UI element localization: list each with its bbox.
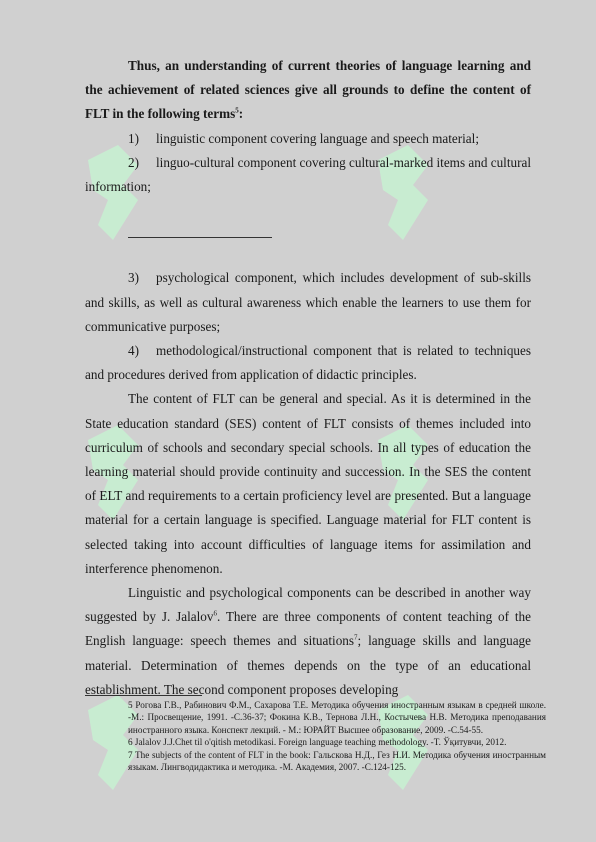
para-text: . There are three components of content teaching of the English language: speech themes and situations [85,609,531,649]
footnote: 7 The subjects of the content of FLT in the book: Гальскова Н.Д., Гез Н.И. Методика обучения иностранным языкам. Лингводидактика и методика. -М. Академия, 2007. -С.124-125. [128,749,546,773]
footnote-ref[interactable]: 5 [235,107,239,116]
list-item [85,339,531,387]
list-text: psychological component, which includes development of sub-skills and skills, as well as cultural awareness which enable the learners to use them for communicative purposes; [85,270,531,334]
footnote-ref[interactable]: 6 [213,609,217,618]
list-number: 3) [128,270,139,286]
para-text: ; language skills and language material. Determination of themes depends on the type of an educational establishment. The second component proposes developing [85,633,531,697]
heading-colon: : [238,106,244,122]
list-number: 2) [128,154,139,170]
short-rule [85,199,531,266]
body-paragraph: The content of FLT can be general and special. As it is determined in the State education standard (SES) content of FLT consists of themes included into curriculum of schools and secondary special schools. In all types of education the learning material should provide continuity and succession. In the SES the content of ELT and requirements to a certain proficiency level are presented. But a language material for a certain language is specified. Language material for FLT content is selected taking into account difficulties of language items for assimilation and interference phenomenon. [85,391,531,576]
heading-text: Thus, an understanding of current theories of language learning and the achievement of related sciences give all grounds to define the content of FLT in the following terms [85,58,531,122]
list-item [85,151,531,199]
footnote-separator [85,695,202,696]
list-text: linguistic component covering language and speech material; [156,130,479,146]
footnote: 5 Рогова Г.В., Рабинович Ф.М., Сахарова Т.Е. Методика обучения иностранным языкам в средней школе. -М.: Просвещение, 1991. -С.36-37; Фокина К.В., Тернова Л.Н., Костычева Н.В. Методика преподавания иностранного языка. Конспект лекций. - М.: ЮРАЙТ Высшее образование, 2009. -С.54-55. [128,700,546,735]
main-text [85,54,531,702]
list-item [85,266,531,339]
footnotes [128,699,546,773]
list-item [85,127,531,151]
footnote: 6 Jalalov J.J.Chet til o'qitish metodikasi. Foreign language teaching methodology. -T. Ўқитувчи, 2012. [128,737,507,748]
list-text: linguo-cultural component covering cultural-marked items and cultural information; [85,154,531,195]
list-number: 1) [128,130,139,146]
para-text: Linguistic and psychological components can be described in another way suggested by J. Jalalov [85,585,531,625]
footnote-ref[interactable]: 7 [354,634,358,643]
heading-paragraph [85,54,531,127]
list-number: 4) [128,343,139,359]
list-text: methodological/instructional component that is related to techniques and procedures derived from application of didactic principles. [85,343,531,383]
body-paragraph [85,581,531,702]
